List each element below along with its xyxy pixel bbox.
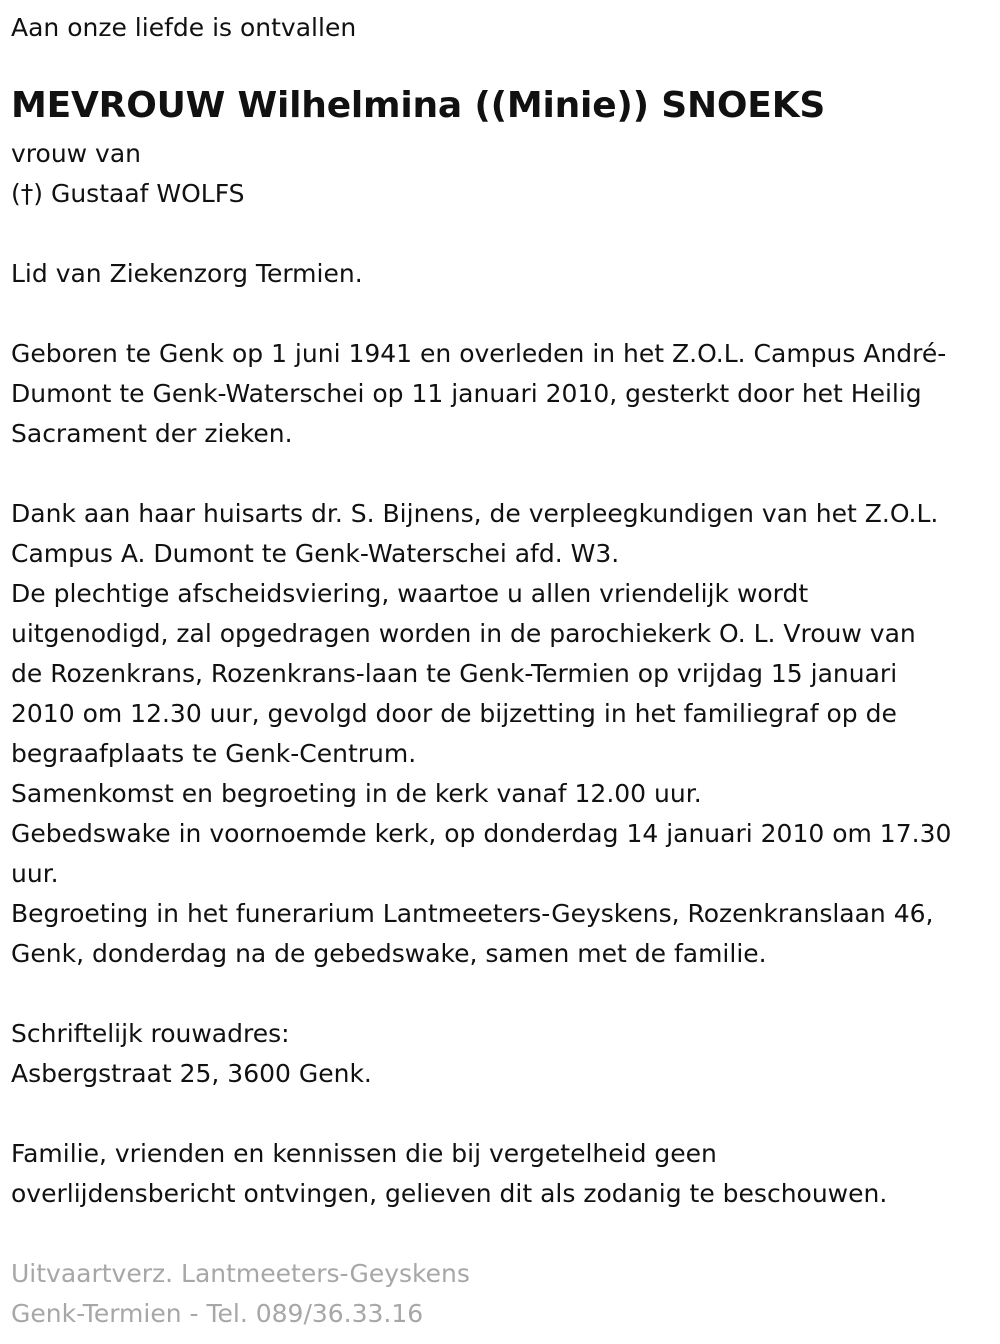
ceremony-line: 2010 om 12.30 uur, gevolgd door de bijzetting in het familiegraf op de [11, 699, 897, 728]
ceremony-line: uur. [11, 859, 59, 888]
birth-death-line: Geboren te Genk op 1 juni 1941 en overleden in het Z.O.L. Campus André- [11, 339, 947, 368]
funeral-home-name: Uitvaartverz. Lantmeeters-Geyskens [11, 1259, 470, 1288]
birth-death-line: Sacrament der zieken. [11, 419, 293, 448]
ceremony-line: Gebedswake in voornoemde kerk, op donderdag 14 januari 2010 om 17.30 [11, 819, 952, 848]
address-value: Asbergstraat 25, 3600 Genk. [11, 1059, 372, 1088]
intro-text: Aan onze liefde is ontvallen [11, 13, 357, 42]
ceremony-line: de Rozenkrans, Rozenkrans-laan te Genk-Termien op vrijdag 15 januari [11, 659, 898, 688]
spouse-name: (†) Gustaaf WOLFS [11, 179, 245, 208]
notice-line: overlijdensbericht ontvingen, gelieven dit als zodanig te beschouwen. [11, 1179, 888, 1208]
birth-death-line: Dumont te Genk-Waterschei op 11 januari 2010, gesterkt door het Heilig [11, 379, 922, 408]
ceremony-line: Samenkomst en begroeting in de kerk vanaf 12.00 uur. [11, 779, 702, 808]
notice-line: Familie, vrienden en kennissen die bij vergetelheid geen [11, 1139, 717, 1168]
address-section [11, 1014, 993, 1094]
membership-section [11, 254, 993, 294]
birth-death-section [11, 334, 993, 454]
ceremony-line: begraafplaats te Genk-Centrum. [11, 739, 417, 768]
ceremony-line: Campus A. Dumont te Genk-Waterschei afd. W3. [11, 539, 620, 568]
footer [11, 1254, 993, 1334]
funeral-home-contact: Genk-Termien - Tel. 089/36.33.16 [11, 1299, 424, 1328]
ceremony-line: Begroeting in het funerarium Lantmeeters-Geyskens, Rozenkranslaan 46, [11, 899, 934, 928]
ceremony-line: De plechtige afscheidsviering, waartoe u allen vriendelijk wordt [11, 579, 809, 608]
address-label: Schriftelijk rouwadres: [11, 1019, 290, 1048]
membership-text: Lid van Ziekenzorg Termien. [11, 259, 363, 288]
notice-section [11, 1134, 993, 1214]
deceased-name: MEVROUW Wilhelmina ((Minie)) SNOEKS [11, 85, 826, 126]
ceremony-line: Dank aan haar huisarts dr. S. Bijnens, de verpleegkundigen van het Z.O.L. [11, 499, 939, 528]
obituary-notice [11, 8, 993, 1334]
relation-label: vrouw van [11, 139, 142, 168]
ceremony-line: uitgenodigd, zal opgedragen worden in de parochiekerk O. L. Vrouw van [11, 619, 916, 648]
ceremony-section [11, 494, 993, 974]
ceremony-line: Genk, donderdag na de gebedswake, samen met de familie. [11, 939, 767, 968]
